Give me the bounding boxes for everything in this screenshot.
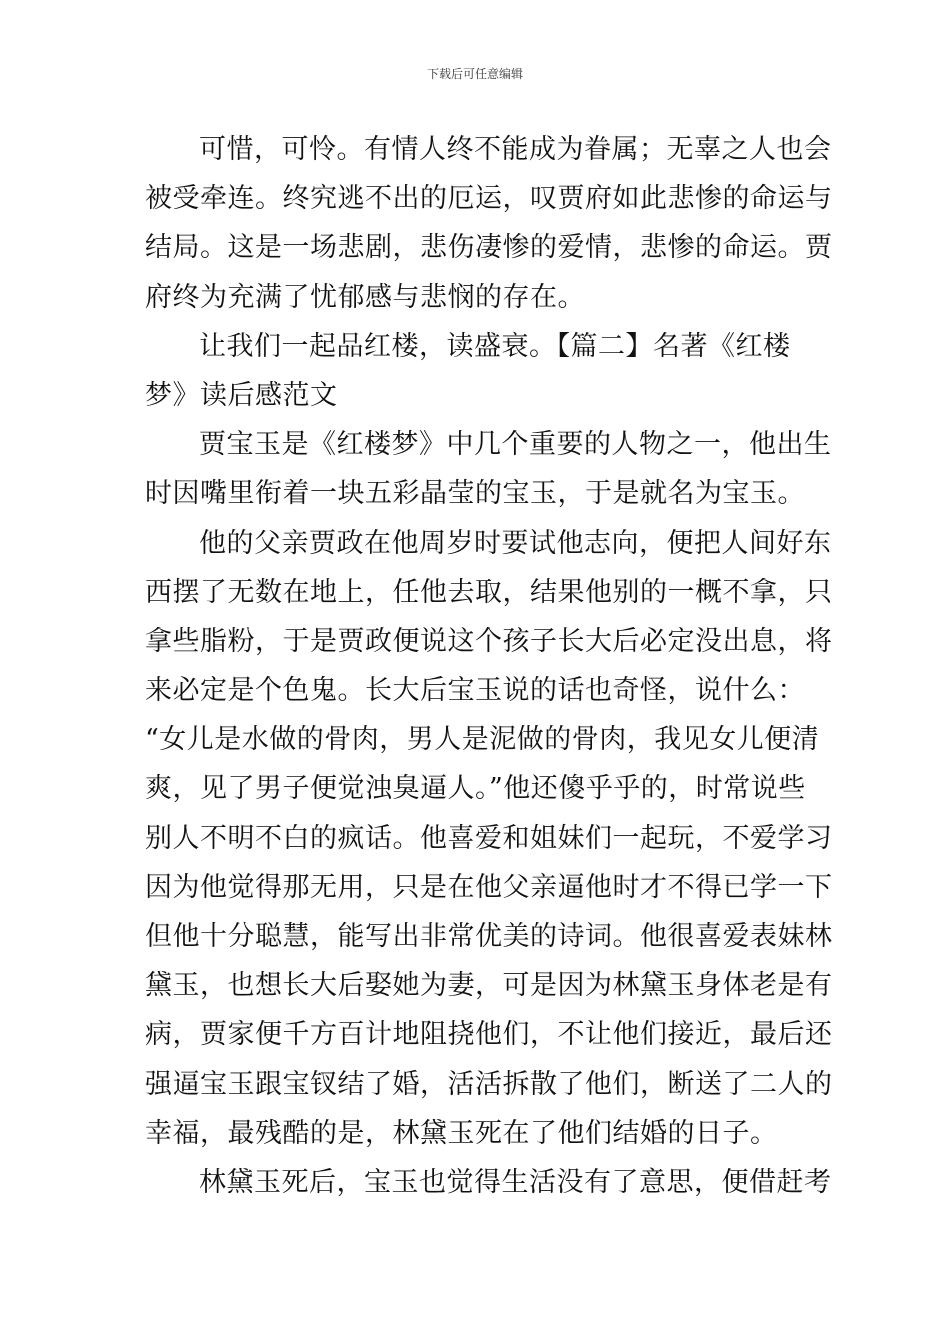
text-line: 病，贾家便千方百计地阻挠他们，不让他们接近，最后还 [145,1019,833,1051]
text-line: 结局。这是一场悲剧，悲伤凄惨的爱情，悲惨的命运。贾 [145,232,833,264]
text-line: 梦》读后感范文 [145,379,338,411]
text-line: 强逼宝玉跟宝钗结了婚，活活拆散了他们，断送了二人的 [145,1068,833,1100]
text-line: 他的父亲贾政在他周岁时要试他志向，便把人间好东 [199,527,832,559]
text-line: 拿些脂粉，于是贾政便说这个孩子长大后必定没出息，将 [145,625,833,657]
text-line: 西摆了无数在地上，任他去取，结果他别的一概不拿，只 [145,576,833,608]
paragraph-3 [145,420,832,518]
paragraph-1 [145,125,833,322]
text-line: 府终为充满了忧郁感与悲悯的存在。 [145,281,585,313]
paragraph-2 [145,322,810,420]
text-line: 可惜，可怜。有情人终不能成为眷属；无辜之人也会 [199,134,832,165]
document-body [145,125,833,1207]
text-line: 幸福，最残酷的是，林黛玉死在了他们结婚的日子。 [145,1117,778,1149]
text-line: 贾宝玉是《红楼梦》中几个重要的人物之一，他出生 [199,429,832,461]
paragraph-5 [145,1158,832,1207]
text-line: 林黛玉死后，宝玉也觉得生活没有了意思，便借赶考 [199,1166,832,1198]
text-line: 因为他觉得那无用，只是在他父亲逼他时才不得已学一下 [145,871,833,903]
paragraph-4 [145,519,833,1158]
text-line: 别人不明不白的疯话。他喜爱和姐妹们一起玩，不爱学习 [145,822,833,854]
text-line: 来必定是个色鬼。长大后宝玉说的话也奇怪，说什么： [145,675,805,707]
page-header: 下载后可任意编辑 [426,67,523,81]
text-line: 但他十分聪慧，能写出非常优美的诗词。他很喜爱表妹林 [145,921,833,952]
text-line: 爽，见了男子便觉浊臭逼人。”他还傻乎乎的，时常说些 [145,773,806,805]
text-line: 黛玉，也想长大后娶她为妻，可是因为林黛玉身体老是有 [145,970,833,1002]
text-line: 被受牵连。终究逃不出的厄运，叹贾府如此悲惨的命运与 [145,183,833,215]
text-line: 让我们一起品红楼，读盛衰。【篇二】名著《红楼 [199,330,791,362]
text-line: “女儿是水做的骨肉，男人是泥做的骨肉，我见女儿便清 [145,724,820,756]
text-line: 时因嘴里衔着一块五彩晶莹的宝玉，于是就名为宝玉。 [145,478,805,510]
